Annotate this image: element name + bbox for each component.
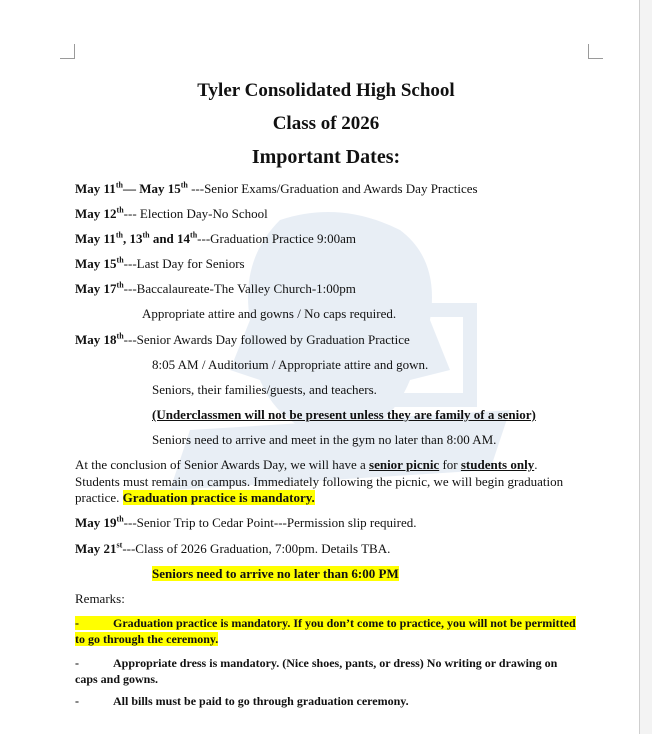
class-title: Class of 2026 [272,113,380,134]
awards-note-underclassmen: (Underclassmen will not be present unless they are family of a senior) [152,407,536,422]
remark-dress-code: - Appropriate dress is mandatory. (Nice shoes, pants, or dress) No writing or drawing on caps and gowns. [75,656,558,686]
awards-note-time: 8:05 AM / Auditorium / Appropriate attire and gown. [152,357,429,372]
crop-mark-top-left [60,44,75,59]
date-line-graduation: May 21st---Class of 2026 Graduation, 7:00pm. Details TBA. [75,540,391,556]
date-line-grad-practice: May 11th, 13th and 14th---Graduation Practice 9:00am [75,230,356,246]
baccalaureate-note: Appropriate attire and gowns / No caps required. [142,306,397,321]
important-dates-title: Important Dates: [251,146,401,168]
date-line-exams: May 11th— May 15th ---Senior Exams/Graduation and Awards Day Practices [75,180,478,196]
date-line-senior-trip: May 19th---Senior Trip to Cedar Point---Permission slip required. [75,514,417,530]
remark-practice-mandatory: - Graduation practice is mandatory. If you don’t come to practice, you will not be permitted to go through the ceremony. [75,616,576,646]
picnic-paragraph: At the conclusion of Senior Awards Day, we will have a senior picnic for students only. Students must remain on campus. Immediately following the picnic, we will begin graduation practice. Graduation practice is mandatory. [75,457,564,505]
remark-bills: - All bills must be paid to go through graduation ceremony. [75,694,409,708]
remarks-label: Remarks: [75,591,125,606]
window-edge [640,0,652,734]
date-line-last-day: May 15th---Last Day for Seniors [75,255,245,271]
awards-note-arrival: Seniors need to arrive and meet in the gym no later than 8:00 AM. [152,432,497,447]
awards-note-attendees: Seniors, their families/guests, and teachers. [152,382,377,397]
school-title: Tyler Consolidated High School [197,80,455,101]
crop-mark-top-right [588,44,603,59]
date-line-baccalaureate: May 17th---Baccalaureate-The Valley Church-1:00pm [75,280,356,296]
date-line-awards-day: May 18th---Senior Awards Day followed by Graduation Practice [75,331,410,347]
date-line-election: May 12th--- Election Day-No School [75,205,268,221]
graduation-arrival-note: Seniors need to arrive no later than 6:00 PM [152,566,399,581]
